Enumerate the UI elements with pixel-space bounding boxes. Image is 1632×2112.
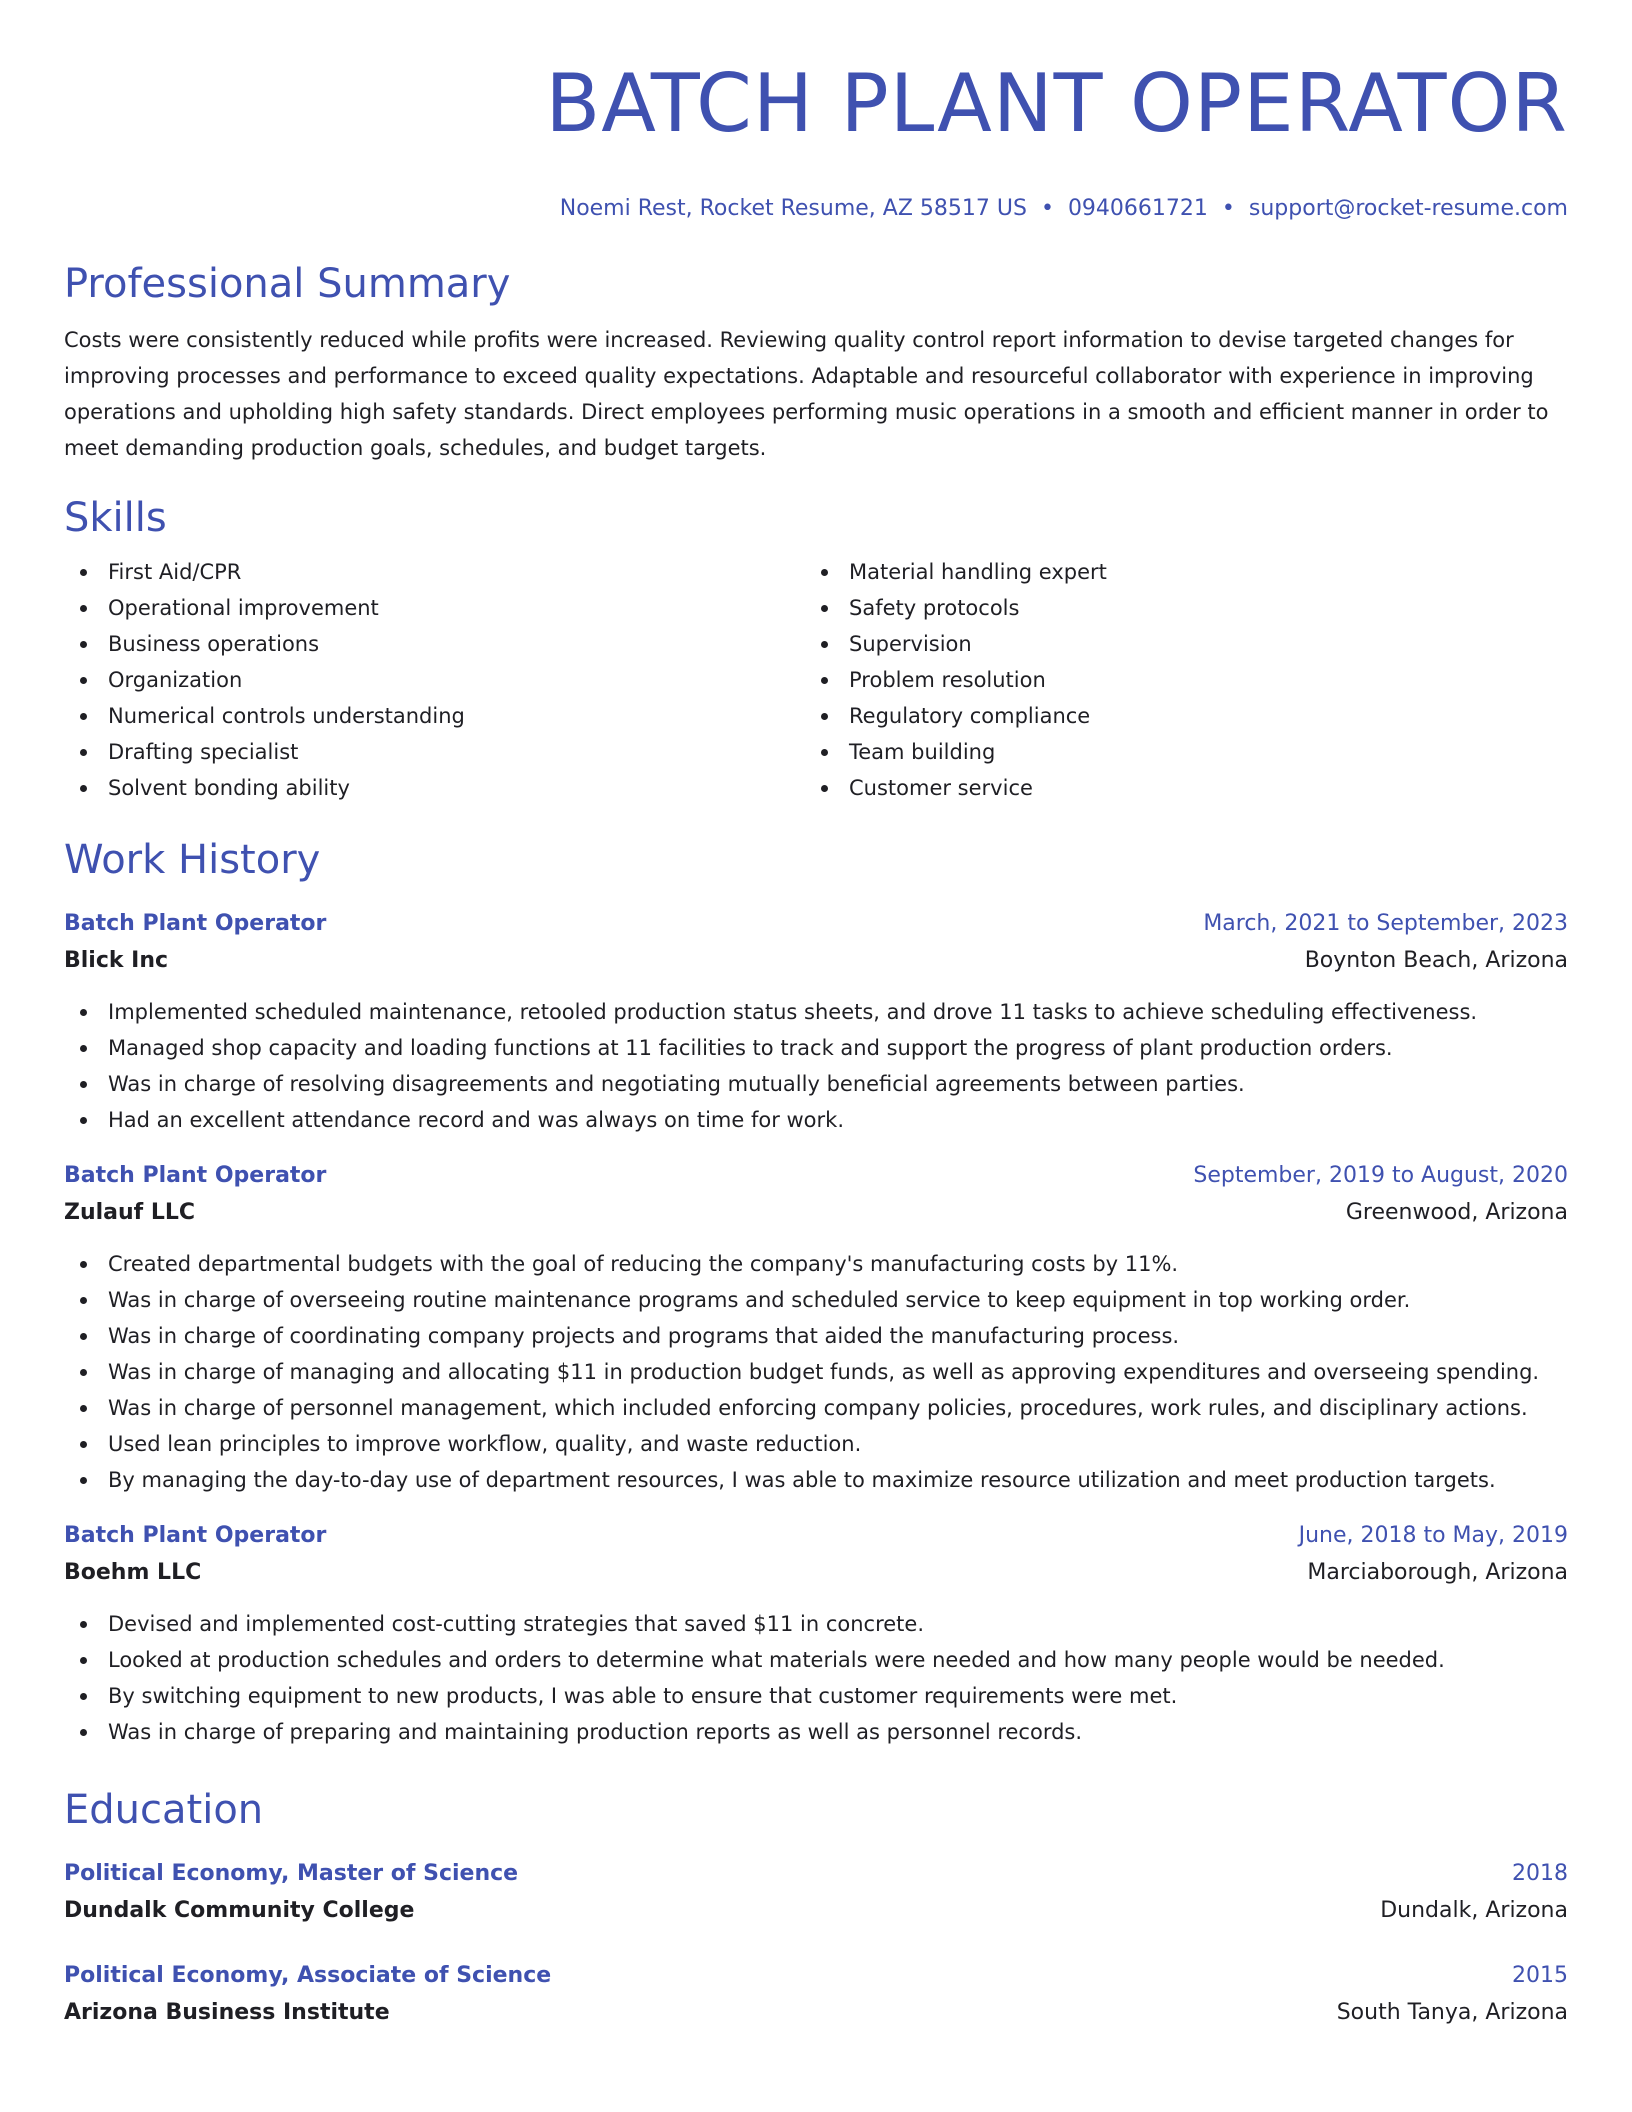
job-bullet: Was in charge of preparing and maintaining production reports as well as personnel records. [64,1714,1568,1750]
job-bullet: Was in charge of managing and allocating $11 in production budget funds, as well as approving expenditures and overseeing spending. [64,1354,1568,1390]
education-degree: Political Economy, Master of Science [64,1861,519,1886]
job-company-row [64,1554,1568,1592]
job-bullet: Devised and implemented cost-cutting strategies that saved $11 in concrete. [64,1606,1568,1642]
job-bullet: Looked at production schedules and orders to determine what materials were needed and how many people would be needed. [64,1642,1568,1678]
job-bullets [64,1606,1568,1750]
job-company: Blick Inc [64,948,169,973]
contact-address: Noemi Rest, Rocket Resume, AZ 58517 US [559,196,1027,221]
education-entry [64,1856,1568,1930]
skill-item: Safety protocols [805,590,1546,626]
job-dates: June, 2018 to May, 2019 [1298,1523,1568,1548]
education-location: South Tanya, Arizona [1336,2000,1568,2025]
skill-item: Organization [64,662,805,698]
job-dates: March, 2021 to September, 2023 [1203,911,1568,936]
skill-item: Solvent bonding ability [64,770,805,806]
job-header-row [64,906,1568,942]
skill-item: Material handling expert [805,554,1546,590]
skills-column-right [805,554,1546,806]
job-header-row [64,1158,1568,1194]
job-location: Marciaborough, Arizona [1307,1560,1568,1585]
job-entry [64,906,1568,1138]
skill-item: Customer service [805,770,1546,806]
job-bullet: By managing the day-to-day use of department resources, I was able to maximize resource utilization and meet production targets. [64,1462,1568,1498]
skill-item: Operational improvement [64,590,805,626]
job-entry [64,1518,1568,1750]
job-header-row [64,1518,1568,1554]
education-school-row [64,1994,1568,2032]
job-bullets [64,1246,1568,1498]
education-degree: Political Economy, Associate of Science [64,1963,552,1988]
job-bullet: By switching equipment to new products, I was able to ensure that customer requirements were met. [64,1678,1568,1714]
education-heading: Education [64,1787,264,1833]
skill-item: Numerical controls understanding [64,698,805,734]
skill-item: Team building [805,734,1546,770]
contact-separator: • [1040,196,1054,221]
work-history-heading: Work History [64,837,321,883]
job-dates: September, 2019 to August, 2020 [1193,1163,1568,1188]
job-bullet: Implemented scheduled maintenance, retooled production status sheets, and drove 11 tasks to achieve scheduling effectiveness. [64,994,1568,1030]
summary-heading: Professional Summary [64,261,511,307]
skill-item: Supervision [805,626,1546,662]
contact-phone: 0940661721 [1067,196,1208,221]
job-bullet: Managed shop capacity and loading functions at 11 facilities to track and support the progress of plant production orders. [64,1030,1568,1066]
contact-email: support@rocket-resume.com [1248,196,1568,221]
job-bullet: Was in charge of personnel management, which included enforcing company policies, procedures, work rules, and disciplinary actions. [64,1390,1568,1426]
education-header-row [64,1856,1568,1892]
job-location: Greenwood, Arizona [1345,1200,1568,1225]
contact-line [64,194,1568,224]
education-entry [64,1958,1568,2032]
job-bullet: Had an excellent attendance record and was always on time for work. [64,1102,1568,1138]
job-location: Boynton Beach, Arizona [1304,948,1568,973]
job-company: Zulauf LLC [64,1200,196,1225]
job-company-row [64,1194,1568,1232]
skill-item: Problem resolution [805,662,1546,698]
job-title: Batch Plant Operator [64,911,327,936]
job-company: Boehm LLC [64,1560,202,1585]
skill-item: First Aid/CPR [64,554,805,590]
summary-text: Costs were consistently reduced while profits were increased. Reviewing quality control report information to devise targeted changes for improving processes and performance to exceed quality expectations. Adaptable and resourceful collaborator with experience in improving operations and upholding high safety standards. Direct employees performing music operations in a smooth and efficient manner in order to meet demanding production goals, schedules, and budget targets. [64,328,1549,460]
education-year: 2015 [1512,1963,1568,1988]
job-title: Batch Plant Operator [64,1523,327,1548]
education-header-row [64,1958,1568,1994]
education-school: Arizona Business Institute [64,2000,390,2025]
job-bullet: Used lean principles to improve workflow, quality, and waste reduction. [64,1426,1568,1462]
job-company-row [64,942,1568,980]
resume-title: BATCH PLANT OPERATOR [545,57,1568,150]
education-location: Dundalk, Arizona [1380,1898,1568,1923]
education-school: Dundalk Community College [64,1898,415,1923]
job-bullet: Was in charge of overseeing routine maintenance programs and scheduled service to keep equipment in top working order. [64,1282,1568,1318]
skill-item: Regulatory compliance [805,698,1546,734]
job-bullet: Was in charge of coordinating company projects and programs that aided the manufacturing process. [64,1318,1568,1354]
education-school-row [64,1892,1568,1930]
job-bullets [64,994,1568,1138]
education-year: 2018 [1512,1861,1568,1886]
skill-item: Drafting specialist [64,734,805,770]
skills-heading: Skills [64,495,167,541]
job-entry [64,1158,1568,1498]
contact-separator: • [1221,196,1235,221]
skill-item: Business operations [64,626,805,662]
skills-column-left [64,554,805,806]
job-bullet: Created departmental budgets with the goal of reducing the company's manufacturing costs by 11%. [64,1246,1568,1282]
skills-list [64,554,1568,806]
job-bullet: Was in charge of resolving disagreements and negotiating mutually beneficial agreements between parties. [64,1066,1568,1102]
job-title: Batch Plant Operator [64,1163,327,1188]
